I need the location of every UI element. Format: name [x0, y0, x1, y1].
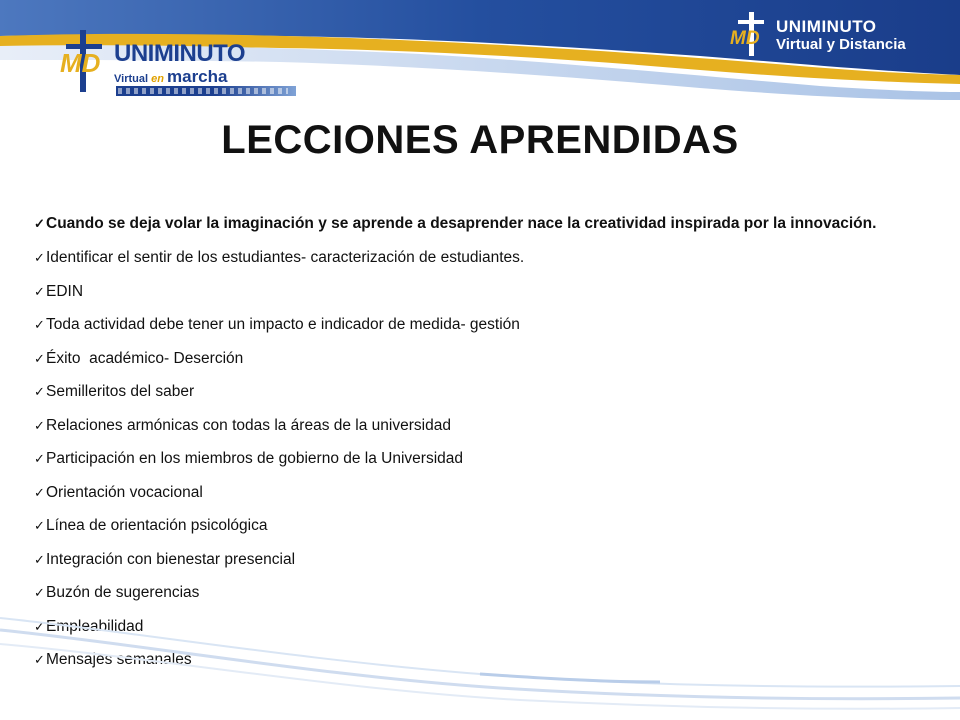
checkmark-icon: ✓ [34, 484, 45, 500]
bullet-item: ✓ Integración con bienestar presencial [34, 550, 296, 568]
logo-uniminuto-virtual-en-marcha [58, 30, 248, 100]
md-badge-white-icon [730, 12, 772, 56]
bullet-item: ✓ Línea de orientación psicológica [34, 517, 268, 534]
logo-left-en: en [151, 73, 164, 85]
logo-right-line1: UNIMINUTO [776, 17, 877, 36]
checkmark-icon: ✓ [34, 518, 45, 533]
logo-left-stripe-pattern [118, 88, 288, 94]
logo-left-line1: UNIMINUTO [114, 40, 246, 67]
bullet-item: ✓ Toda actividad debe tener un impacto e indicador de medida- gestión [34, 316, 520, 333]
bullet-item: ✓ Participación en los miembros de gobierno de la Universidad [34, 450, 464, 467]
slide-title: LECCIONES APRENDIDAS [221, 118, 739, 162]
md-badge-icon [58, 30, 110, 92]
bullet-item: ✓ Cuando se deja volar la imaginación y se aprende a desaprender nace la creatividad inspirada por la innovación. [34, 215, 877, 232]
bullet-item: ✓ Empleabilidad [34, 617, 144, 635]
logo-left-line2 [114, 68, 227, 85]
logo-right-line2: Virtual y Distancia [776, 36, 906, 53]
footer-swoosh-art [0, 590, 960, 720]
checkmark-icon: ✓ [34, 350, 45, 366]
checkmark-icon: ✓ [34, 417, 45, 433]
checkmark-icon: ✓ [34, 317, 45, 332]
bullet-item: ✓ Éxito académico- Deserción [34, 349, 244, 367]
checkmark-icon: ✓ [34, 384, 45, 399]
logo-uniminuto-virtual-y-distancia [730, 10, 930, 60]
checkmark-icon: ✓ [34, 250, 45, 265]
checkmark-icon: ✓ [34, 283, 45, 299]
bullet-item: ✓ Relaciones armónicas con todas la áreas de la universidad [34, 416, 451, 434]
bullet-item: ✓ EDIN [34, 282, 84, 300]
checkmark-icon: ✓ [34, 451, 45, 466]
logo-left-marcha: marcha [167, 67, 228, 86]
checkmark-icon: ✓ [34, 618, 45, 634]
checkmark-icon: ✓ [34, 585, 45, 600]
svg-text:MD: MD [60, 48, 101, 78]
bullet-item: ✓ Semilleritos del saber [34, 383, 195, 400]
logo-left-virtual: Virtual [114, 73, 149, 85]
checkmark-icon: ✓ [34, 216, 45, 231]
checkmark-icon: ✓ [34, 652, 45, 667]
checkmark-icon: ✓ [34, 551, 45, 567]
bullet-item: ✓ Identificar el sentir de los estudiantes- caracterización de estudiantes. [34, 249, 525, 266]
bullet-item: ✓ Mensajes semanales [34, 651, 192, 668]
svg-text:MD: MD [730, 28, 760, 49]
bullet-item: ✓ Orientación vocacional [34, 483, 203, 501]
bullet-item: ✓ Buzón de sugerencias [34, 584, 200, 601]
